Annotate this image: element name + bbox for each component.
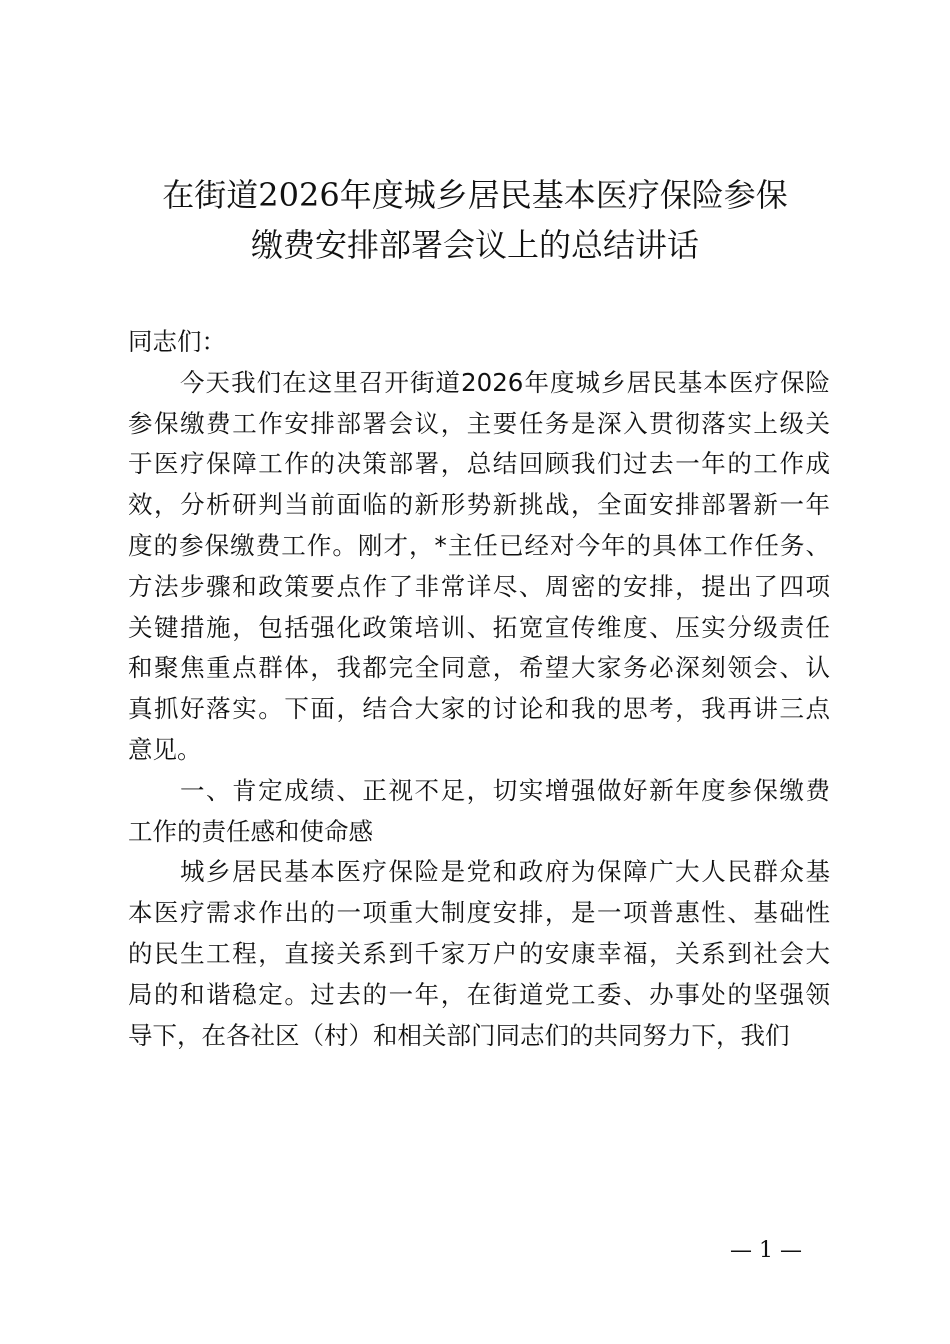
text-line: 方法步骤和政策要点作了非常详尽、周密的安排，提出了四项 (128, 571, 830, 601)
text-line: 导下，在各社区（村）和相关部门同志们的共同努力下，我们 (128, 1020, 790, 1050)
document-body (128, 322, 830, 1056)
text-line: 真抓好落实。下面，结合大家的讨论和我的思考，我再讲三点 (128, 694, 830, 724)
text-line: 于医疗保障工作的决策部署，总结回顾我们过去一年的工作成 (128, 449, 830, 479)
paragraph (128, 852, 830, 1056)
document-title-line-1: 在街道2026年度城乡居民基本医疗保险参保 (162, 176, 788, 214)
text-line: 关键措施，包括强化政策培训、拓宽宣传维度、压实分级责任 (128, 612, 830, 642)
text-line: 局的和谐稳定。过去的一年，在街道党工委、办事处的坚强领 (128, 979, 830, 1009)
salutation: 同志们： (128, 327, 226, 356)
text-line: 工作的责任感和使命感 (128, 816, 373, 846)
text-line: 城乡居民基本医疗保险是党和政府为保障广大人民群众基 (180, 857, 830, 887)
page-number: — 1 — (730, 1238, 802, 1263)
text-line: 一、肯定成绩、正视不足，切实增强做好新年度参保缴费 (180, 775, 830, 805)
document-title-line-2: 缴费安排部署会议上的总结讲话 (250, 226, 699, 264)
text-line: 参保缴费工作安排部署会议，主要任务是深入贯彻落实上级关 (128, 408, 830, 438)
text-line: 度的参保缴费工作。刚才，*主任已经对今年的具体工作任务、 (128, 530, 830, 560)
text-line: 意见。 (128, 734, 202, 764)
text-line: 本医疗需求作出的一项重大制度安排，是一项普惠性、基础性 (128, 898, 830, 928)
text-line: 今天我们在这里召开街道2026年度城乡居民基本医疗保险 (180, 367, 830, 397)
paragraph (128, 363, 830, 771)
text-line: 效，分析研判当前面临的新形势新挑战，全面安排部署新一年 (128, 490, 830, 520)
text-line: 的民生工程，直接关系到千家万户的安康幸福，关系到社会大 (128, 938, 830, 968)
section-heading (128, 771, 830, 853)
text-line: 和聚焦重点群体，我都完全同意，希望大家务必深刻领会、认 (128, 653, 830, 683)
